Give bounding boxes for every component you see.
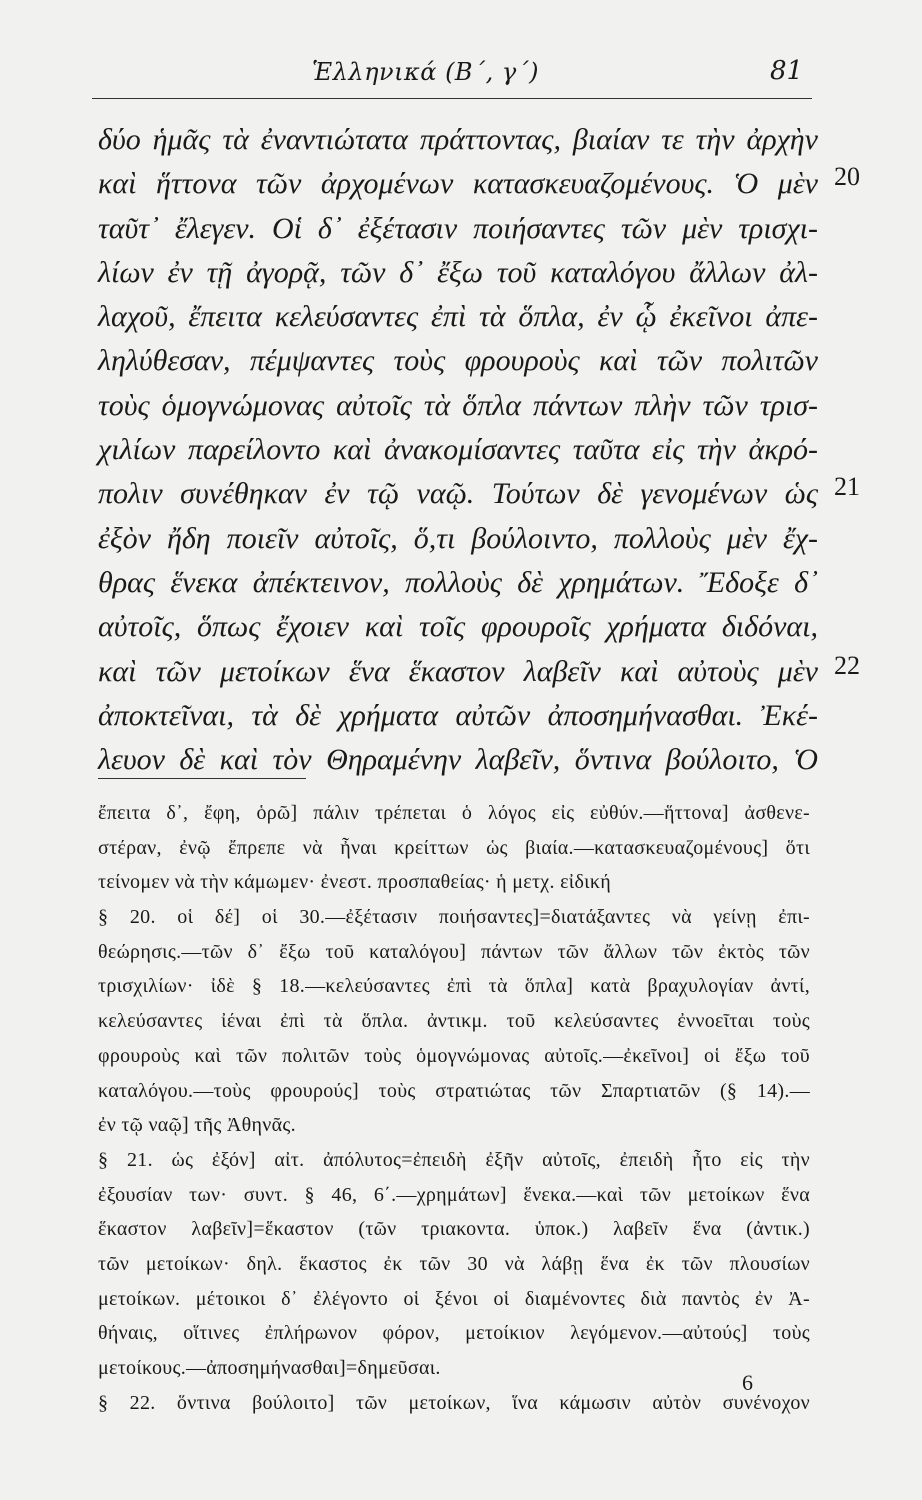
main-text-line: θρας ἕνεκα ἀπέκτεινον, πολλοὺς δὲ χρημάτων. Ἔδοξε δ᾽: [98, 565, 818, 599]
signature-mark: 6: [742, 1370, 753, 1395]
footnotes: [98, 796, 810, 1420]
main-text-line: ἀποκτεῖναι, τὰ δὲ χρήματα αὐτῶν ἀποσημήνασθαι. Ἐκέ-: [98, 698, 818, 732]
footnote-line: θεώρησις.—τῶν δ᾽ ἔξω τοῦ καταλόγου] πάντων τῶν ἄλλων τῶν ἐκτὸς τῶν: [98, 940, 810, 963]
main-text-line: πολιν συνέθηκαν ἐν τῷ ναῷ. Τούτων δὲ γενομένων ὡς: [98, 477, 818, 511]
footnote-line: μετοίκων. μέτοικοι δ᾽ ἐλέγοντο οἱ ξένοι οἱ διαμένοντες διὰ παντὸς ἐν Ἀ-: [98, 1287, 810, 1310]
main-text-line: καὶ τῶν μετοίκων ἕνα ἕκαστον λαβεῖν καὶ αὐτοὺς μὲν: [98, 654, 818, 688]
main-text-line: χιλίων παρείλοντο καὶ ἀνακομίσαντες ταῦτα εἰς τὴν ἀκρό-: [98, 433, 818, 467]
footnote-line: ἐξουσίαν των· συντ. § 46, 6΄.—χρημάτων] ἕνεκα.—καὶ τῶν μετοίκων ἕνα: [98, 1183, 810, 1206]
section-number-22: 22: [834, 651, 860, 680]
section-number-20: 20: [834, 162, 860, 191]
footnote-line: καταλόγου.—τοὺς φρουρούς] τοὺς στρατιώτας τῶν Σπαρτιατῶν (§ 14).—: [98, 1079, 810, 1102]
section-number-21: 21: [834, 472, 860, 501]
main-text-line: τοὺς ὁμογνώμονας αὐτοῖς τὰ ὅπλα πάντων πλὴν τῶν τρισ-: [98, 388, 818, 422]
footnote-line: τείνομεν νὰ τὴν κάμωμεν· ἐνεστ. προσπαθείας· ἡ μετχ. εἰδική: [98, 871, 612, 894]
footnote-line: τρισχιλίων· ἰδὲ § 18.—κελεύσαντες ἐπὶ τὰ ὅπλα] κατὰ βραχυλογίαν ἀντί,: [98, 975, 810, 998]
footnote-line: θήναις, οἵτινες ἐπλήρωνον φόρον, μετοίκιον λεγόμενον.—αὐτούς] τοὺς: [98, 1322, 810, 1345]
footnote-line: κελεύσαντες ἰέναι ἐπὶ τὰ ὅπλα. ἀντικμ. τοῦ κελεύσαντες ἐννοεῖται τοὺς: [98, 1010, 810, 1033]
main-text-line: λίων ἐν τῇ ἀγορᾷ, τῶν δ᾽ ἔξω τοῦ καταλόγου ἄλλων ἀλ-: [98, 255, 818, 289]
main-text-line: δύο ἡμᾶς τὰ ἐναντιώτατα πράττοντας, βιαίαν τε τὴν ἀρχὴν: [98, 123, 818, 156]
footnote-line: § 20. οἱ δέ] οἱ 30.—ἐξέτασιν ποιήσαντες]=διατάξαντες νὰ γείνῃ ἐπι-: [98, 906, 810, 929]
main-text-line: λαχοῦ, ἔπειτα κελεύσαντες ἐπὶ τὰ ὅπλα, ἐν ᾧ ἐκεῖνοι ἀπε-: [98, 300, 818, 334]
running-head-title: Ἑλληνικά (Β΄, γ΄): [312, 58, 540, 86]
footnote-line: φρουροὺς καὶ τῶν πολιτῶν τοὺς ὁμογνώμονας αὐτοῖς.—ἐκεῖνοι] οἱ ἔξω τοῦ: [98, 1044, 810, 1067]
footnote-line: ἕκαστον λαβεῖν]=ἕκαστον (τῶν τριακοντα. ὑποκ.) λαβεῖν ἕνα (ἀντικ.): [98, 1218, 810, 1241]
main-text-line: ταῦτ᾽ ἔλεγεν. Οἱ δ᾽ ἐξέτασιν ποιήσαντες τῶν μὲν τρισχι-: [98, 211, 818, 245]
footnote-line: στέραν, ἐνῷ ἔπρεπε νὰ ἦναι κρείττων ὡς βιαία.—κατασκευαζομένους] ὅτι: [98, 836, 810, 859]
footnote-line: μετοίκους.—ἀποσημήνασθαι]=δημεῦσαι.: [98, 1357, 441, 1379]
main-text-line: λευον δὲ καὶ τὸν Θηραμένην λαβεῖν, ὅντινα βούλοιτο, Ὁ: [98, 743, 818, 777]
main-text-line: ἐξὸν ἤδη ποιεῖν αὐτοῖς, ὅ,τι βούλοιντο, πολλοὺς μὲν ἔχ-: [98, 521, 818, 555]
footnote-rule: [98, 778, 306, 779]
main-text-line: ληλύθεσαν, πέμψαντες τοὺς φρουροὺς καὶ τῶν πολιτῶν: [98, 344, 818, 378]
main-text-line: αὐτοῖς, ὅπως ἔχοιεν καὶ τοῖς φρουροῖς χρήματα διδόναι,: [98, 610, 818, 644]
main-text: [98, 118, 818, 782]
footnote-line: § 22. ὅντινα βούλοιτο] τῶν μετοίκων, ἵνα κάμωσιν αὐτὸν συνένοχον: [98, 1391, 810, 1414]
footnote-line: ἔπειτα δ᾽, ἔφη, ὁρῶ] πάλιν τρέπεται ὁ λόγος εἰς εὐθύν.—ἥττονα] ἀσθενε-: [98, 802, 810, 824]
main-text-line: καὶ ἥττονα τῶν ἀρχομένων κατασκευαζομένους. Ὁ μὲν: [98, 167, 818, 201]
footnote-line: τῶν μετοίκων· δηλ. ἕκαστος ἐκ τῶν 30 νὰ λάβῃ ἕνα ἐκ τῶν πλουσίων: [98, 1252, 810, 1275]
header-rule: [92, 98, 812, 99]
footnote-line: ἐν τῷ ναῷ] τῆς Ἀθηνᾶς.: [98, 1114, 296, 1137]
page-number: 81: [770, 56, 804, 86]
footnote-line: § 21. ὡς ἐξόν] αἰτ. ἀπόλυτος=ἐπειδὴ ἐξῆν αὐτοῖς, ἐπειδὴ ἦτο εἰς τὴν: [98, 1148, 810, 1171]
